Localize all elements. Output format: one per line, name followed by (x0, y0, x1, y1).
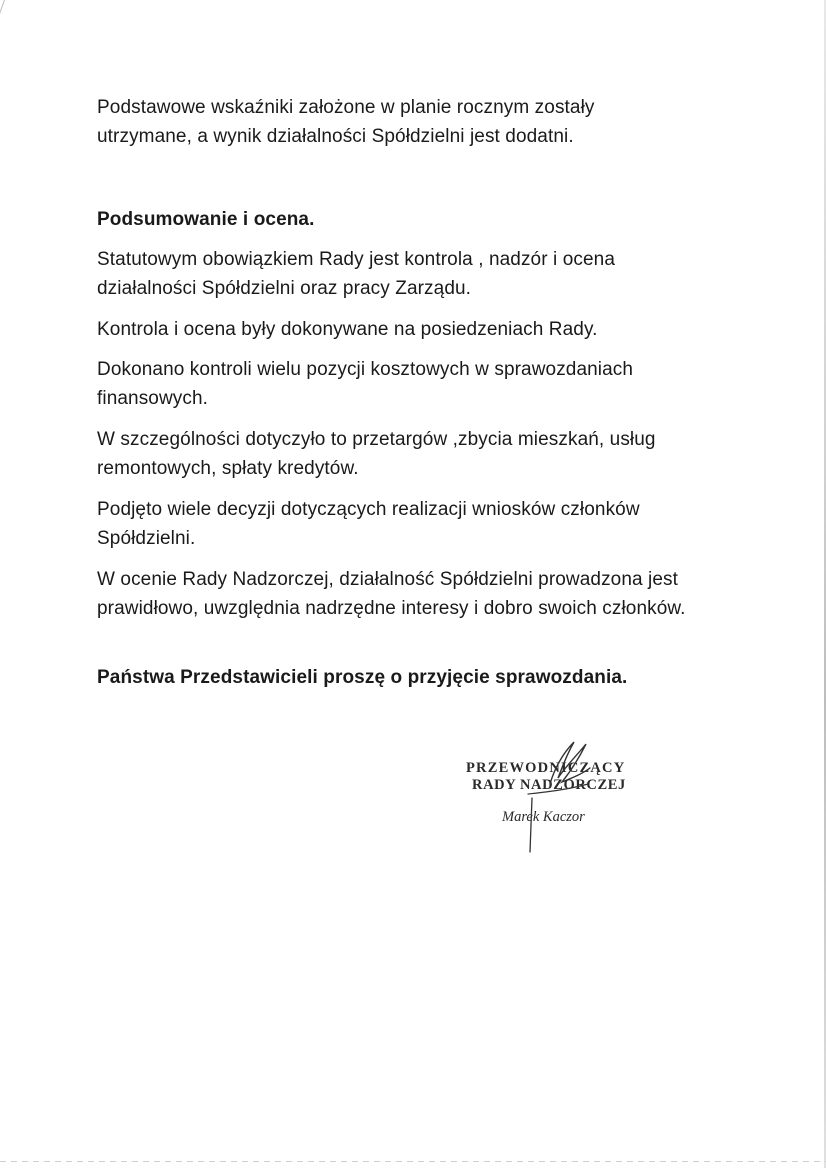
closing-request: Państwa Przedstawicieli proszę o przyjęcie sprawozdania. (97, 667, 628, 688)
stamp-council: RADY NADZORCZEJ (472, 777, 626, 793)
paragraph-decisions: Podjęto wiele decyzji dotyczących realizacji wniosków członków Spółdzielni. (97, 499, 640, 549)
paragraph-cost-control: Dokonano kontroli wielu pozycji kosztowych w sprawozdaniach finansowych. (97, 359, 634, 409)
paragraph-duties: Statutowym obowiązkiem Rady jest kontrola , nadzór i ocena działalności Spółdzielni oraz pracy Zarządu. (97, 249, 615, 299)
stamp-signatory-name: Marek Kaczor (502, 809, 585, 825)
stamp-title: PRZEWODNICZĄCY (466, 760, 626, 776)
paragraph-meetings: Kontrola i ocena były dokonywane na posiedzeniach Rady. (97, 319, 598, 340)
scan-corner-mark (0, 0, 5, 17)
handwritten-signature (466, 740, 666, 860)
paragraph-specifics: W szczególności dotyczyło to przetargów ,zbycia mieszkań, usług remontowych, spłaty kredytów. (97, 429, 656, 479)
signature-stamp (466, 740, 666, 860)
scan-edge-bottom (0, 1161, 826, 1162)
section-heading: Podsumowanie i ocena. (97, 209, 315, 230)
paragraph-assessment: W ocenie Rady Nadzorczej, działalność Spółdzielni prowadzona jest prawidłowo, uwzględnia nadrzędne interesy i dobro swoich członków. (97, 569, 686, 619)
paragraph-indicators: Podstawowe wskaźniki założone w planie rocznym zostały utrzymane, a wynik działalności Spółdzielni jest dodatni. (97, 97, 595, 147)
